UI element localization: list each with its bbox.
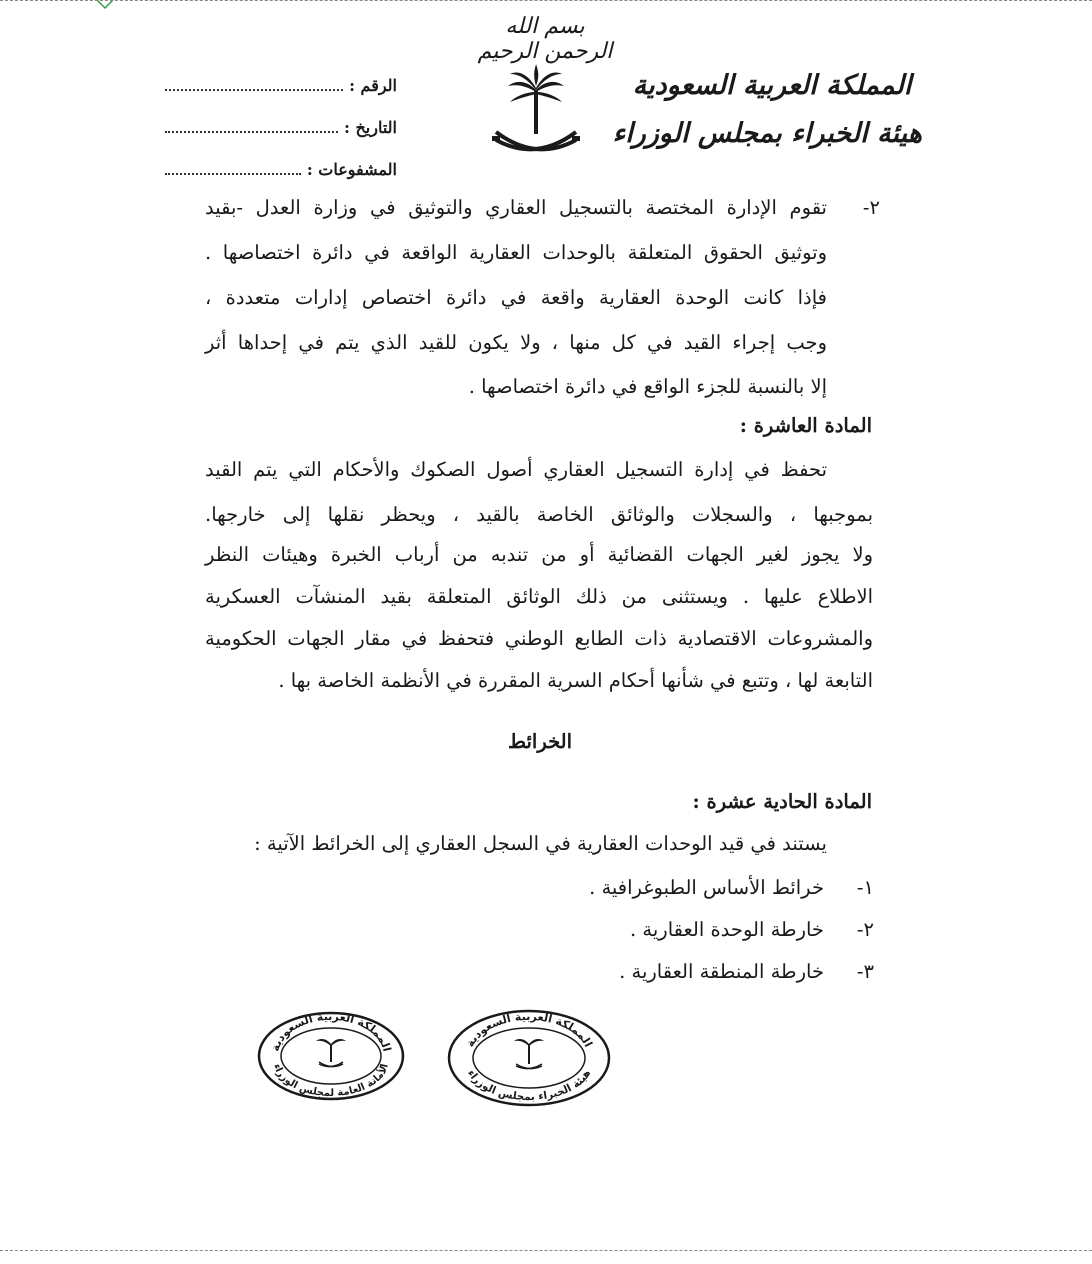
attachments-dots [165, 163, 301, 175]
palm-swords-emblem-icon [486, 62, 586, 162]
article11-item2-number: ٢- [856, 918, 874, 941]
article11-item1-text: خرائط الأساس الطبوغرافية . [589, 876, 824, 899]
general-secretariat-stamp [256, 1010, 406, 1102]
stamp1-top-text: المملكة العربية السعودية [463, 1009, 595, 1050]
number-label: الرقم : [349, 75, 397, 95]
article10-line-4: الاطلاع عليها . ويستثنى من ذلك الوثائق المتعلقة بقيد المنشآت العسكرية [205, 585, 873, 608]
article11-title: المادة الحادية عشرة : [692, 790, 872, 813]
experts-commission-stamp [446, 1008, 612, 1108]
article11-item3-text: خارطة المنطقة العقارية . [619, 960, 824, 983]
section-title: الخرائط [507, 730, 573, 753]
item2-number: ٢- [862, 196, 880, 219]
article10-line-6: التابعة لها ، وتتبع في شأنها أحكام السرية المقررة في الأنظمة الخاصة بها . [278, 669, 873, 692]
article11-intro: يستند في قيد الوحدات العقارية في السجل العقاري إلى الخرائط الآتية : [254, 832, 827, 855]
article11-item3-number: ٣- [856, 960, 874, 983]
kingdom-name: المملكة العربية السعودية [632, 70, 912, 101]
article10-line-1: تحفظ في إدارة التسجيل العقاري أصول الصكوك والأحكام التي يتم القيد [205, 458, 827, 481]
article10-title: المادة العاشرة : [739, 414, 872, 437]
article10-line-5: والمشروعات الاقتصادية ذات الطابع الوطني فتحفظ في مقار الجهات الحكومية [205, 627, 873, 650]
authority-name: هيئة الخبراء بمجلس الوزراء [612, 118, 922, 149]
attachments-field [165, 148, 397, 190]
article11-item2-text: خارطة الوحدة العقارية . [630, 918, 824, 941]
item2-line-4: وجب إجراء القيد في كل منها ، ولا يكون للقيد الذي يتم في إحداها أثر [205, 331, 827, 354]
date-field [165, 106, 397, 148]
basmala: بسم الله الرحمن الرحيم [477, 14, 613, 64]
footer-rule [0, 1250, 1092, 1251]
number-field [165, 64, 397, 106]
article10-line-2: بموجبها ، والسجلات والوثائق الخاصة بالقيد ، ويحظر نقلها إلى خارجها. [205, 503, 873, 526]
date-label: التاريخ : [343, 117, 397, 137]
item2-line-2: وتوثيق الحقوق المتعلقة بالوحدات العقارية الواقعة في دائرة اختصاصها . [205, 241, 827, 264]
svg-text:المملكة العربية السعودية [463, 1010, 595, 1049]
svg-text:الأمانة العامة لمجلس الوزراء [271, 1063, 391, 1099]
corner-mark-icon [95, 0, 115, 10]
item2-line-1: تقوم الإدارة المختصة بالتسجيل العقاري والتوثيق في وزارة العدل -بقيد [205, 196, 827, 219]
stamp2-bottom-text: الأمانة العامة لمجلس الوزراء [271, 1062, 391, 1100]
stamp2-top-text: المملكة العربية السعودية [268, 1010, 394, 1053]
item2-line-3: فإذا كانت الوحدة العقارية واقعة في دائرة اختصاص إدارات متعددة ، [205, 286, 827, 309]
article11-item1-number: ١- [856, 876, 874, 899]
stamp2-emblem-icon [316, 1039, 346, 1067]
letterhead-title [612, 62, 922, 158]
article10-line-3: ولا يجوز لغير الجهات القضائية أو من تندبه من أرباب الخبرة وهيئات النظر [205, 543, 873, 566]
attachments-label: المشفوعات : [306, 159, 397, 179]
reference-fields [165, 64, 397, 190]
number-dots [165, 79, 343, 91]
item2-line-5: إلا بالنسبة للجزء الواقع في دائرة اختصاصها . [468, 375, 827, 398]
header-rule [0, 0, 1092, 1]
stamp1-emblem-icon [514, 1039, 544, 1069]
stamp1-bottom-text: هيئة الخبراء بمجلس الوزراء [464, 1067, 594, 1104]
date-dots [165, 121, 338, 133]
